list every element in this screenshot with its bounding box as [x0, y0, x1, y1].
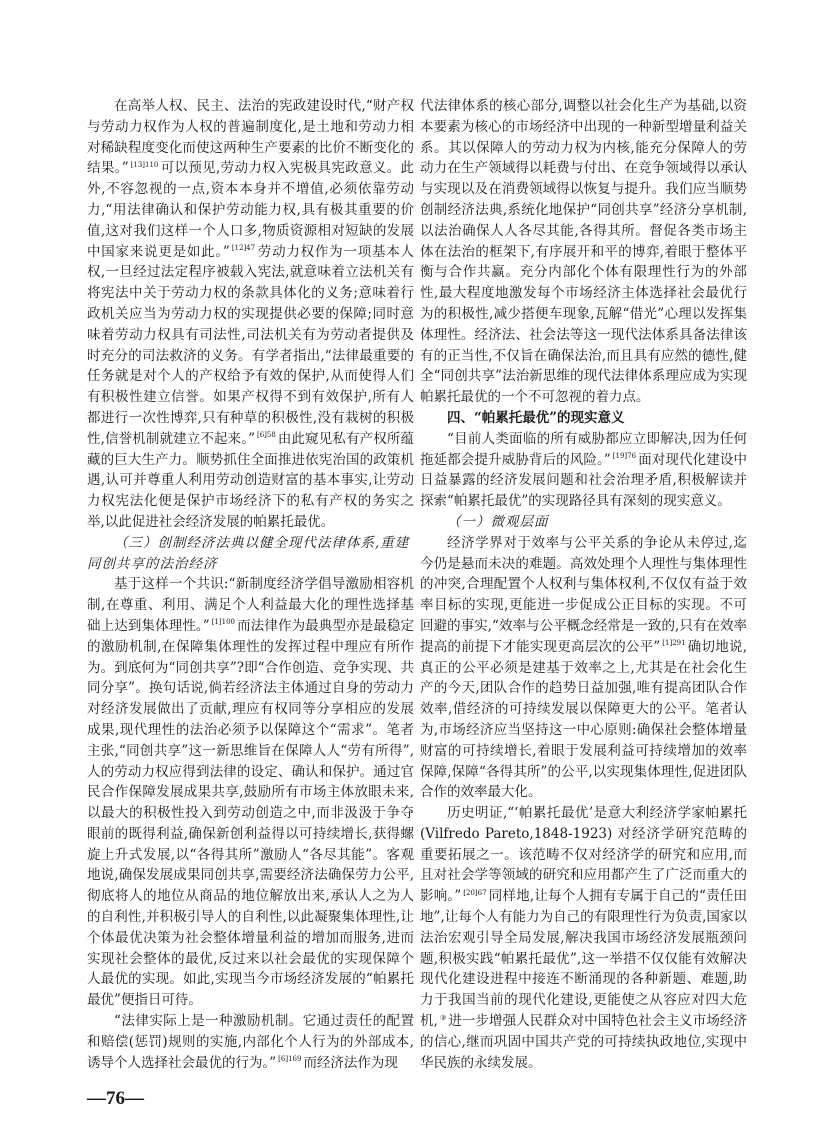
text-run: 在高举人权、民主、法治的宪政建设时代,“财产权与劳动力权作为人权的普遍制度化,是土地和劳动力相对稀缺程度变化而使这两种生产要素的比价不断变化的结果。” — [87, 98, 414, 177]
citation-marker: [6]169 — [278, 1055, 302, 1064]
text-run: “目前人类面临的所有威胁都应立即解决,因为任何拖延都会提升威胁背后的风险。” — [420, 430, 747, 468]
text-run: 进一步增强人民群众对中国特色社会主义市场经济的信心,继而巩固中国共产党的可持续执政地位,实现中华民族的永续发展。 — [420, 1013, 747, 1071]
two-column-body — [87, 96, 827, 1073]
body-paragraph — [87, 1011, 414, 1073]
text-run: 面对现代化建设中日益暴露的经济发展问题和社会治理矛盾,积极解读并探索“帕累托最优”的实现路径具有深刻的现实意义。 — [420, 451, 748, 510]
text-run: 劳动力权作为一项基本人权,一旦经过法定程序被载入宪法,就意味着立法机关有将宪法中关于劳动力权的条款具体化的义务;意味着行政机关应当为劳动力权的实现提供必要的保障;同时意味着劳动力权具有司法性,司法机关有为劳动者提供及时充分的司法救济的义务。有学者指出,“法律最重要的任务就是对个人的产权给予有效的保护,从而使得人们有积极性建立信誉。如果产权得不到有效保护,所有人都进行一次性博弈,只有种草的积极性,没有栽树的积极性,信誉机制就建立不起来。” — [87, 243, 415, 447]
body-paragraph — [420, 429, 747, 512]
citation-marker: [13]110 — [130, 160, 159, 169]
citation-marker: [19]76 — [612, 452, 637, 461]
citation-marker: [1]100 — [211, 618, 235, 627]
right-column — [420, 96, 747, 1073]
citation-marker: [12]47 — [231, 244, 256, 253]
citation-marker: ③ — [439, 1013, 447, 1022]
text-run: “法律实际上是一种激励机制。它通过责任的配置和赔偿(惩罚)规则的实施,内部化个人行为的外部成本,诱导个人选择社会最优的行为。” — [87, 1013, 414, 1071]
text-run: 基于这样一个共识:“新制度经济学倡导激励相容机制,在尊重、利用、满足个人利益最大化的理性选择基础上达到集体理性。” — [87, 576, 414, 634]
citation-marker: [20]67 — [463, 888, 487, 897]
citation-marker: [1]291 — [662, 639, 686, 648]
body-paragraph — [420, 533, 747, 803]
left-column — [87, 96, 414, 1073]
body-paragraph — [87, 96, 414, 533]
body-paragraph — [420, 803, 747, 1073]
body-paragraph — [420, 96, 747, 408]
section-heading: 四、“帕累托最优”的现实意义 — [447, 409, 625, 426]
citation-marker: [6]58 — [256, 431, 276, 440]
text-run: 可以预见,劳动力权入宪极具宪政意义。此外,不容忽视的一点,资本本身并不增值,必须依靠劳动力,“用法律确认和保护劳动能力权,具有极其重要的价值,这对我们这样一个人口多,物质资源相对短缺的发展中国家来说更是如此。” — [87, 160, 414, 260]
section-heading: （三）创制经济法典以健全现代法律体系,重建同创共享的法治经济 — [87, 534, 410, 572]
body-paragraph — [87, 574, 414, 1011]
text-run: 确切地说,真正的公平必须是建基于效率之上,尤其是在社会化生产的今天,团队合作的趋势日益加强,唯有提高团队合作效率,借经济的可持续发展以保障更大的公平。笔者认为,市场经济应当坚持这一中心原则:确保社会整体增量财富的可持续增长,着眼于发展利益可持续增加的效率保障,保障“各得其所”的公平,以实现集体理性,促进团队合作的效率最大化。 — [420, 638, 747, 801]
text-run: 同样地,让每个人拥有专属于自己的“责任田地”,让每个人有能力为自己的有限理性行为负责,国家以法治宏观引导全局发展,解决我国市场经济发展瓶颈问题,积极实践“帕累托最优”,这一举措不仅仅能有效解决现代化建设进程中接连不断涌现的各种新题、难题,助力于我国当前的现代化建设,更能使之从容应对四大危机, — [420, 888, 747, 1030]
text-run: 而法律作为最典型亦是最稳定的激励机制,在保障集体理性的发挥过程中理应有所作为。到底何为“同创共享”?即“合作创造、竞争实现、共同分享”。换句话说,倘若经济法主体通过自身的劳动力对经济发展做出了贡献,理应有权同等分享相应的发展成果,现代理性的法治必须予以保障这个“需求”。笔者主张,“同创共享”这一新思维旨在保障人人“劳有所得”,人的劳动力权应得到法律的设定、确认和保护。通过官民合作保障发展成果共享,鼓励所有市场主体放眼未来,以最大的积极性投入到劳动创造之中,而非汲汲于争夺眼前的既得利益,确保新创利益得以可持续增长,获得螺旋上升式发展,以“各得其所”激励人“各尽其能”。客观地说,确保发展成果同创共享,需要经济法确保劳力公平,彻底将人的地位从商品的地位解放出来,承认人之为人的自利性,并积极引导人的自利性,以此凝聚集体理性,让个体最优决策为社会整体增量利益的增加而服务,进而实现社会整体的最优,反过来以社会最优的实现保障个人最优的实现。如此,实现当今市场经济发展的“帕累托最优”便指日可待。 — [87, 617, 414, 1009]
text-run: 由此窥见私有产权所蕴藏的巨大生产力。顺势抓住全面推进依宪治国的政策机遇,认可并尊重人利用劳动创造财富的基本事实,让劳动力权宪法化便是保护市场经济下的私有产权的务实之举,以此促进社会经济发展的帕累托最优。 — [87, 430, 414, 530]
text-run: 代法律体系的核心部分,调整以社会化生产为基础,以资本要素为核心的市场经济中出现的一种新型增量利益关系。其以保障人的劳动力权为内核,能充分保障人的劳动力在生产领域得以耗费与付出、在竞争领域得以承认与实现以及在消费领域得以恢复与提升。我们应当顺势创制经济法典,系统化地保护“同创共享”经济分享机制,以法治确保人人各尽其能,各得其所。督促各类市场主体在法治的框架下,有序展开和平的博弈,着眼于整体平衡与合作共赢。充分内部化个体有限理性行为的外部性,最大程度地激发每个市场经济主体选择社会最优行为的积极性,减少搭便车现象,瓦解“借光”心理以发挥集体理性。经济法、社会法等这一现代法体系具备法律该有的正当性,不仅旨在确保法治,而且具有应然的德性,健全“同创共享”法治新思维的现代法律体系理应成为实现帕累托最优的一个不可忽视的着力点。 — [420, 98, 747, 406]
text-run: 经济学界对于效率与公平关系的争论从未停过,迄今仍是悬而未决的难题。高效处理个人理性与集体理性的冲突,合理配置个人权利与集体权利,不仅仅有益于效率目标的实现,更能进一步促成公正目标的实现。不可回避的事实,“效率与公平概念经常是一致的,只有在效率提高的前提下才能实现更高层次的公平” — [420, 534, 747, 655]
text-run: 而经济法作为现 — [303, 1054, 398, 1071]
page-number: —76— — [87, 1088, 144, 1110]
text-run: 历史明证,“‘帕累托最优’是意大利经济学家帕累托 (Vilfredo Pareto,1848-1923) 对经济学研究范畴的重要拓展之一。该范畴不仅对经济学的研究和应用,而且对社会学等领域的研究和应用都产生了广泛而重大的影响。” — [420, 805, 747, 905]
section-heading: （一）微观层面 — [447, 513, 549, 530]
